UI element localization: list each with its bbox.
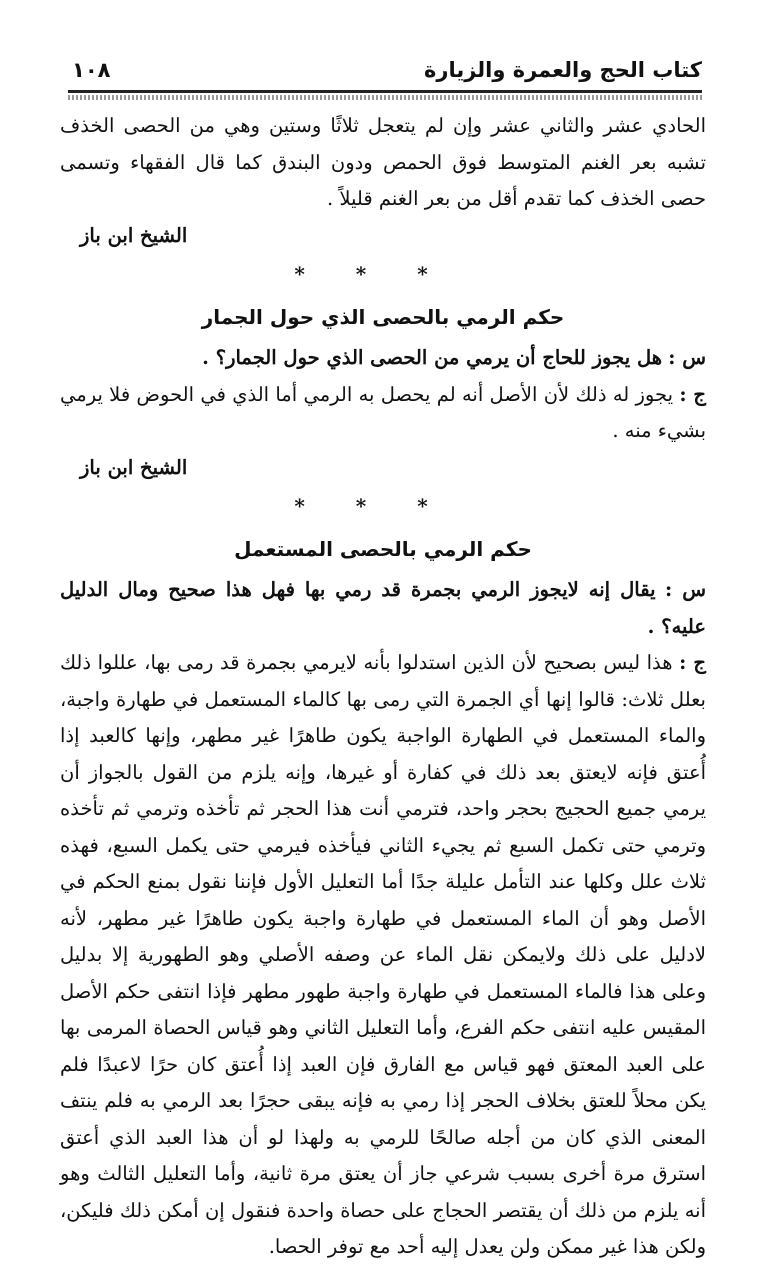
answer-prefix: ج : xyxy=(679,651,707,674)
separator-stars: * * * xyxy=(294,262,450,286)
question-paragraph xyxy=(60,340,706,377)
intro-signature: الشيخ ابن باز xyxy=(80,223,188,247)
page-number: ١٠٨ xyxy=(72,58,111,82)
question-text: هل يجوز للحاج أن يرمي من الحصى الذي حول الجمار؟ . xyxy=(202,346,662,369)
section-heading: حكم الرمي بالحصى المستعمل xyxy=(234,537,532,561)
header-rule-dotted xyxy=(68,95,702,100)
book-title: كتاب الحج والعمرة والزيارة xyxy=(423,58,702,82)
page-content xyxy=(60,108,706,1266)
intro-paragraph: الحادي عشر والثاني عشر وإن لم يتعجل ثلاثًا وستين وهي من الحصى الخذف تشبه بعر الغنم المتوسط فوق الحمص ودون البندق كما قال الفقهاء وتسمى حصى الخذف كما تقدم أقل من بعر الغنم قليلاً . xyxy=(60,114,706,210)
question-text: يقال إنه لايجوز الرمي بجمرة قد رمي بها فهل هذا صحيح ومال الدليل عليه؟ . xyxy=(60,578,706,638)
separator-stars: * * * xyxy=(294,494,450,518)
answer-paragraph xyxy=(60,377,706,450)
question-prefix: س : xyxy=(664,578,706,601)
question-paragraph xyxy=(60,572,706,645)
answer-text: هذا ليس بصحيح لأن الذين استدلوا بأنه لايرمي بجمرة قد رمى بها، عللوا ذلك بعلل ثلاث: قالوا إنها أي الجمرة التي رمى بها كالماء المستعمل في طهارة واجبة، والماء المستعمل في الطهارة الواجبة يكون طاهرًا غير مطهر، وإنها كالعبد إذا أُعتق فإنه لايعتق بعد ذلك في كفارة أو غيرها، وإنه يلزم من القول بالجواز أن يرمي جميع الحجيج بحجر واحد، فترمي أنت هذا الحجر ثم تأخذه وترمي ثم تأخذه وترمي حتى تكمل السبع ثم يجيء الثاني فيأخذه فيرمي حتى يكمل السبع، فهذه ثلاث علل وكلها عند التأمل عليلة جدًا أما التعليل الأول فإننا نقول بمنع الحكم في الأصل وهو أن الماء المستعمل في طهارة واجبة يكون طاهرًا غير مطهر، لأنه لادليل على ذلك ولايمكن نقل الماء عن وصفه الأصلي وهو الطهورية إلا بدليل وعلى هذا فالماء المستعمل في طهارة واجبة طهور مطهر فإذا انتفى حكم الأصل المقيس عليه انتفى حكم الفرع، وأما التعليل الثاني وهو قياس الحصاة المرمى بها على العبد المعتق فهو قياس مع الفارق فإن العبد إذا أُعتق كان حرًا لاعبدًا فلم يكن محلاً للعتق بخلاف الحجر إذا رمي به فإنه يبقى حجرًا بعد الرمي به فلم ينتف المعنى الذي كان من أجله صالحًا للرمي به ولهذا لو أن هذا العبد الذي أعتق استرق مرة أخرى بسبب شرعي جاز أن يعتق مرة ثانية، وأما التعليل الثالث وهو أنه يلزم من ذلك أن يقتصر الحجاج على حصاة واحدة فنقول إن أمكن ذلك فليكن، ولكن هذا غير ممكن ولن يعدل إليه أحد مع توفر الحصا. xyxy=(60,651,706,1258)
section-heading: حكم الرمي بالحصى الذي حول الجمار xyxy=(201,305,565,329)
answer-paragraph xyxy=(60,645,706,1266)
answer-text: يجوز له ذلك لأن الأصل أنه لم يحصل به الرمي أما الذي في الحوض فلا يرمي بشيء منه . xyxy=(60,382,706,442)
page-header xyxy=(68,52,702,92)
header-rule xyxy=(68,90,702,93)
question-prefix: س : xyxy=(668,346,706,369)
answer-prefix: ج : xyxy=(679,382,707,406)
section-signature: الشيخ ابن باز xyxy=(80,455,188,479)
